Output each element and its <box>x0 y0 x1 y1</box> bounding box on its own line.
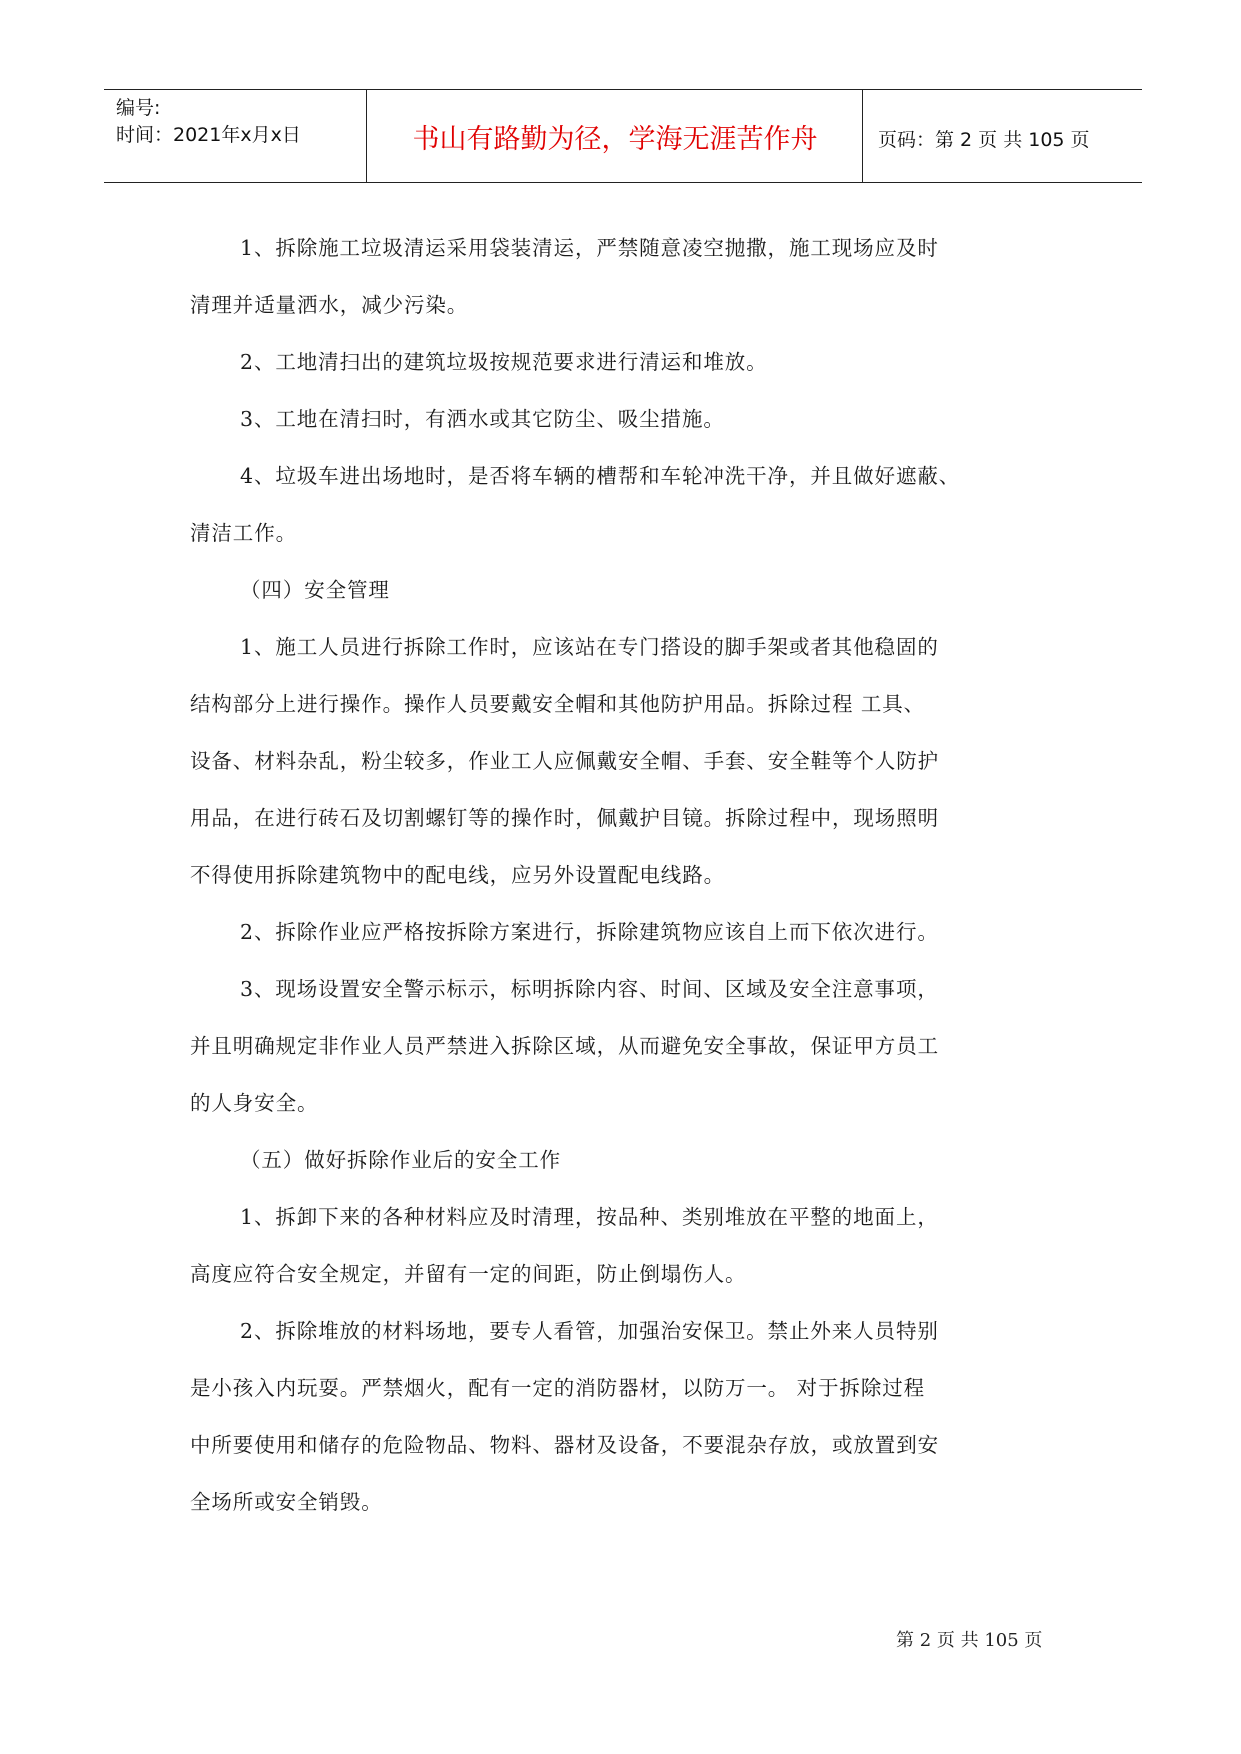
body-line: 是小孩入内玩耍。严禁烟火，配有一定的消防器材，以防万一。 对于拆除过程 <box>190 1376 926 1400</box>
body-line: 清洁工作。 <box>190 521 297 545</box>
header-page-cell <box>864 90 1142 182</box>
body-line: 设备、材料杂乱，粉尘较多，作业工人应佩戴安全帽、手套、安全鞋等个人防护 <box>190 749 939 773</box>
body-line: 2、工地清扫出的建筑垃圾按规范要求进行清运和堆放。 <box>240 350 768 374</box>
body-line: 用品，在进行砖石及切割螺钉等的操作时，佩戴护目镜。拆除过程中，现场照明 <box>190 806 939 830</box>
body-line: 全场所或安全销毁。 <box>190 1490 383 1514</box>
body-line: 3、现场设置安全警示标示，标明拆除内容、时间、区域及安全注意事项， <box>240 977 939 1001</box>
section-heading: （四）安全管理 <box>240 578 390 602</box>
body-line: 1、施工人员进行拆除工作时，应该站在专门搭设的脚手架或者其他稳固的 <box>240 635 939 659</box>
header-motto-cell <box>368 90 863 182</box>
document-body <box>190 228 1070 1539</box>
body-line: 不得使用拆除建筑物中的配电线，应另外设置配电线路。 <box>190 863 725 887</box>
document-time-label: 时间：2021年x月x日 <box>116 124 301 146</box>
header-meta-cell <box>104 90 367 182</box>
body-line: 中所要使用和储存的危险物品、物料、器材及设备，不要混杂存放，或放置到安 <box>190 1433 939 1457</box>
body-line: 高度应符合安全规定，并留有一定的间距，防止倒塌伤人。 <box>190 1262 747 1286</box>
body-line: 的人身安全。 <box>190 1091 319 1115</box>
header-page-code: 页码：第 2 页 共 105 页 <box>878 129 1090 151</box>
body-line: 结构部分上进行操作。操作人员要戴安全帽和其他防护用品。拆除过程 工具、 <box>190 692 926 716</box>
header-motto: 书山有路勤为径，学海无涯苦作舟 <box>412 124 818 155</box>
body-line: 2、拆除堆放的材料场地，要专人看管，加强治安保卫。禁止外来人员特别 <box>240 1319 939 1343</box>
body-line: 并且明确规定非作业人员严禁进入拆除区域，从而避免安全事故，保证甲方员工 <box>190 1034 939 1058</box>
body-line: 清理并适量洒水，减少污染。 <box>190 293 469 317</box>
body-line: 1、拆卸下来的各种材料应及时清理，按品种、类别堆放在平整的地面上， <box>240 1205 939 1229</box>
body-line: 3、工地在清扫时，有洒水或其它防尘、吸尘措施。 <box>240 407 725 431</box>
body-line: 1、拆除施工垃圾清运采用袋装清运，严禁随意凌空抛撒，施工现场应及时 <box>240 236 939 260</box>
document-header <box>104 89 1142 183</box>
document-number-label: 编号: <box>116 97 161 119</box>
section-heading: （五）做好拆除作业后的安全工作 <box>240 1148 561 1172</box>
body-line: 4、垃圾车进出场地时，是否将车辆的槽帮和车轮冲洗干净，并且做好遮蔽、 <box>240 464 961 488</box>
page-footer: 第 2 页 共 105 页 <box>896 1630 1043 1651</box>
body-line: 2、拆除作业应严格按拆除方案进行，拆除建筑物应该自上而下依次进行。 <box>240 920 939 944</box>
